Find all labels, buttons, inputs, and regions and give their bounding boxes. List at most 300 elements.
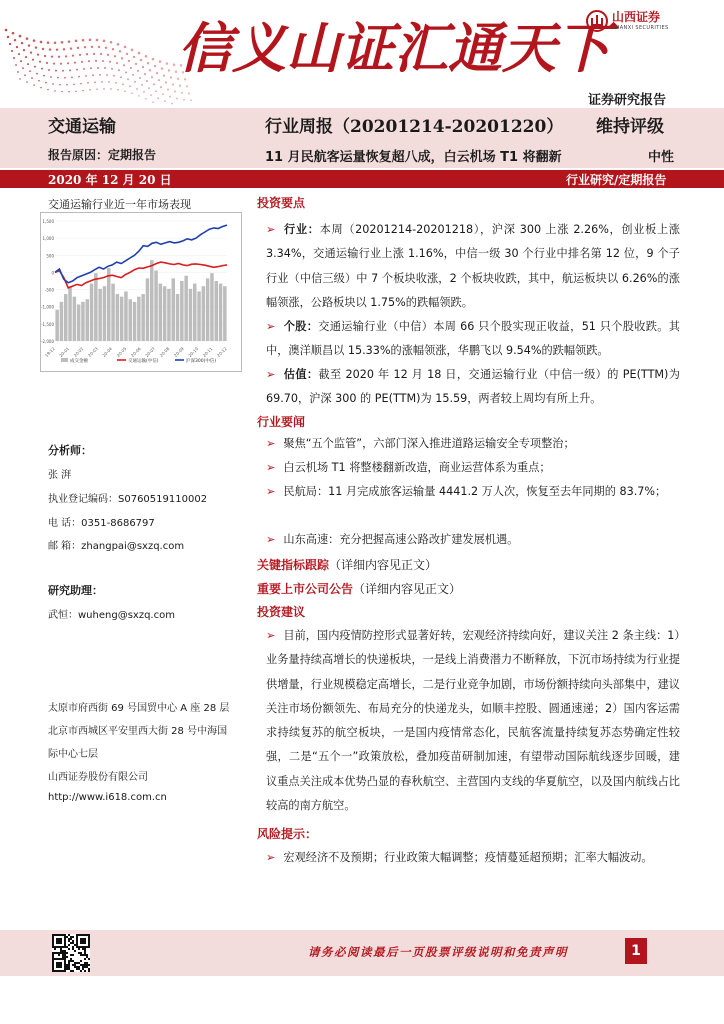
legend-swatch	[61, 358, 68, 362]
logo-mark-icon	[586, 10, 608, 32]
headline: 11 月民航客运量恢复超八成，白云机场 T1 将翻新	[265, 150, 562, 165]
banner-dot	[16, 46, 18, 48]
qr-module	[70, 954, 72, 956]
banner-dot	[114, 55, 116, 57]
qr-module	[64, 954, 66, 956]
qr-module	[52, 956, 54, 958]
qr-module	[84, 970, 86, 972]
banner-dot	[13, 57, 15, 59]
banner-dot	[46, 62, 48, 64]
qr-module	[80, 970, 82, 972]
banner-dot	[183, 99, 185, 101]
volume-bar	[202, 286, 206, 341]
qr-module	[76, 966, 78, 968]
qr-module	[84, 964, 86, 966]
volume-bar	[124, 291, 128, 341]
banner-dot	[82, 39, 85, 42]
banner-dot	[96, 39, 99, 42]
qr-module	[68, 966, 70, 968]
banner-dot	[110, 41, 113, 44]
banner-dot	[158, 79, 160, 81]
volume-bar	[223, 286, 227, 341]
volume-bar	[77, 304, 81, 341]
banner-dot	[51, 56, 53, 58]
banner-dot	[103, 88, 104, 89]
qr-module	[72, 954, 74, 956]
qr-module	[62, 956, 64, 958]
banner-dot	[122, 83, 124, 85]
banner-dot	[145, 55, 148, 58]
banner-dot	[125, 71, 127, 73]
x-tick-label: 20-03	[86, 346, 99, 358]
banner-dot	[31, 77, 33, 79]
logo-text-en: SHANXI SECURITIES	[612, 25, 669, 31]
volume-bar	[81, 302, 85, 341]
qr-module	[74, 962, 76, 964]
banner-dot	[26, 37, 29, 40]
arrow-icon: ➢	[266, 461, 276, 474]
banner-dot	[79, 54, 81, 56]
banner-dot	[131, 93, 132, 94]
banner-dot	[166, 62, 169, 65]
banner-dot	[176, 98, 178, 100]
qr-module	[66, 952, 68, 954]
qr-module	[86, 956, 88, 958]
volume-bar	[107, 268, 111, 341]
company-website[interactable]: http://www.i618.com.cn	[48, 792, 167, 803]
qr-module	[88, 970, 90, 972]
banner-dot	[160, 86, 162, 88]
banner-dot	[169, 96, 171, 98]
arrow-icon: ➢	[266, 851, 276, 864]
volume-bar	[159, 284, 163, 341]
volume-bar	[103, 286, 107, 341]
banner-dot	[89, 89, 90, 90]
banner-dot	[7, 36, 9, 38]
qr-module	[84, 966, 86, 968]
point-valuation	[266, 363, 680, 412]
analyst-license: 执业登记编码：S0760519110002	[48, 494, 208, 505]
volume-bar	[197, 291, 201, 341]
news-text: 白云机场 T1 将整楼翻新改造，商业运营体系为重点；	[283, 461, 551, 474]
banner-dot	[128, 60, 130, 62]
volume-bar	[111, 284, 115, 341]
qr-module	[68, 964, 70, 966]
banner-dot	[54, 90, 55, 91]
banner-dot	[73, 84, 75, 86]
banner-dot	[25, 56, 27, 58]
qr-module	[68, 940, 70, 942]
banner-dot	[23, 49, 25, 51]
banner-dot	[63, 48, 65, 50]
banner-dot	[154, 65, 156, 67]
qr-module	[70, 958, 72, 960]
qr-module	[70, 970, 72, 972]
banner-dot	[132, 74, 134, 76]
news-item	[266, 480, 680, 504]
volume-bar	[55, 310, 59, 341]
banner-dot	[150, 94, 152, 96]
banner-dot	[102, 60, 104, 62]
x-tick-label: 20-06	[129, 346, 142, 358]
page-number: 1	[625, 938, 647, 964]
point-keyword: 个股：	[283, 320, 319, 333]
x-tick-label: 20-10	[187, 346, 200, 358]
news-text: 聚焦“五个监管”，六部门深入推进道路运输安全专项整治；	[283, 437, 575, 450]
banner-dot	[106, 74, 108, 76]
x-tick-label: 20-05	[115, 346, 128, 358]
banner-dot	[175, 71, 177, 73]
banner-dot	[69, 69, 71, 71]
qr-module	[74, 944, 76, 946]
volume-bar	[176, 294, 180, 341]
banner-dot	[49, 48, 51, 50]
banner-dot	[123, 64, 125, 66]
x-tick-label: 19-12	[43, 346, 56, 358]
banner-dot	[14, 39, 16, 41]
banner-dot	[68, 40, 71, 43]
qr-module	[70, 960, 72, 962]
qr-module	[76, 962, 78, 964]
banner-dot	[17, 71, 19, 73]
banner-dot	[37, 53, 39, 55]
qr-module	[72, 970, 74, 972]
banner-dot	[57, 77, 59, 79]
qr-module	[68, 944, 70, 946]
banner-dot	[149, 69, 151, 71]
qr-module	[86, 964, 88, 966]
banner-dot	[98, 46, 100, 48]
industry-name: 交通运输	[48, 117, 116, 137]
qr-module	[58, 954, 60, 956]
banner-dot	[139, 77, 141, 79]
banner-dot	[107, 54, 109, 56]
qr-module	[72, 936, 74, 938]
qr-module	[66, 968, 68, 970]
banner-dot	[61, 91, 62, 92]
analyst-email[interactable]: 邮 箱：zhangpai@sxzq.com	[48, 541, 185, 552]
qr-module	[54, 948, 56, 950]
qr-module	[64, 950, 66, 952]
banner-dot	[89, 39, 92, 42]
section-announcements-title: 重要上市公司公告	[257, 582, 354, 596]
banner-dot	[110, 88, 111, 89]
banner-dot	[18, 53, 20, 55]
banner-dot	[75, 91, 76, 92]
market-chart	[40, 212, 242, 372]
qr-module	[80, 964, 82, 966]
section-key-indicators-title: 关键指标跟踪	[257, 558, 330, 572]
banner-dot	[156, 72, 158, 74]
banner-dot	[190, 99, 192, 101]
qr-module	[88, 968, 90, 970]
qr-module	[54, 952, 56, 954]
banner-dot	[131, 49, 134, 52]
y-tick-label: -1,500	[41, 321, 54, 327]
banner-dot	[59, 84, 61, 86]
section-investment-advice: 投资建议	[257, 605, 306, 619]
x-tick-label: 20-07	[144, 346, 157, 358]
qr-module	[52, 954, 54, 956]
banner-dot	[155, 90, 157, 92]
banner-dot	[55, 70, 57, 72]
qr-module	[62, 952, 64, 954]
banner-dot	[186, 85, 188, 87]
advice-paragraph	[266, 624, 680, 818]
qr-module	[58, 952, 60, 954]
banner-dot	[137, 70, 139, 72]
qr-module	[72, 940, 74, 942]
qr-module	[84, 948, 86, 950]
qr-module	[82, 948, 84, 950]
point-stocks	[266, 315, 680, 364]
arrow-icon: ➢	[266, 629, 276, 642]
qr-module	[60, 952, 62, 954]
banner-dot	[19, 35, 22, 38]
banner-dot	[135, 63, 137, 65]
banner-dot	[82, 90, 83, 91]
assistant-label: 研究助理：	[48, 584, 103, 597]
banner-dot	[19, 78, 20, 79]
banner-dot	[45, 82, 47, 84]
banner-dot	[151, 76, 153, 78]
banner-dot	[85, 75, 87, 77]
news-item	[266, 456, 680, 480]
banner-dot	[152, 58, 155, 61]
news-text: 民航局：11 月完成旅客运输量 4441.2 万人次，恢复至去年同期的 83.7%；	[283, 485, 667, 498]
banner-dot	[75, 40, 78, 43]
volume-bar	[163, 286, 167, 341]
qr-module	[52, 952, 54, 954]
banner-dot	[146, 80, 148, 82]
point-industry	[266, 218, 680, 315]
y-tick-label: -2,000	[41, 339, 54, 344]
address-taiyuan: 太原市府西街 69 号国贸中心 A 座 28 层	[48, 703, 230, 714]
qr-module	[72, 964, 74, 966]
risk-paragraph	[266, 846, 680, 870]
volume-bar	[167, 289, 171, 341]
section-announcements	[257, 580, 461, 597]
banner-dot	[52, 83, 54, 85]
x-tick-label: 20-11	[201, 346, 214, 358]
banner-dot	[134, 81, 136, 83]
x-tick-label: 20-01	[58, 346, 71, 358]
qr-module	[80, 960, 82, 962]
banner-dot	[65, 55, 67, 57]
report-type: 行业周报（20201214-20201220）	[265, 117, 564, 137]
banner-dot	[164, 100, 166, 102]
banner-dot	[41, 68, 43, 70]
banner-dot	[138, 52, 141, 55]
arrow-icon: ➢	[266, 485, 276, 498]
banner-dot	[56, 49, 58, 51]
slogan: 信义山证汇通天下	[178, 16, 610, 80]
arrow-icon: ➢	[266, 223, 276, 236]
banner-dot	[163, 74, 165, 76]
banner-dot	[121, 57, 123, 59]
banner-dot	[148, 87, 150, 89]
qr-module	[62, 950, 64, 952]
disclaimer: 请务必阅读最后一页股票评级说明和免责声明	[308, 945, 568, 959]
banner-dot	[162, 93, 164, 95]
banner-dot	[179, 85, 181, 87]
qr-module	[70, 936, 72, 938]
qr-module	[86, 962, 88, 964]
header-banner	[0, 0, 724, 108]
volume-bar	[116, 294, 120, 341]
banner-dot	[167, 89, 169, 91]
rating-label: 维持评级	[596, 117, 664, 137]
banner-dot	[38, 80, 40, 82]
qr-module	[74, 950, 76, 952]
banner-dot	[152, 101, 153, 102]
report-category: 行业研究/定期报告	[566, 173, 667, 187]
qr-module	[68, 968, 70, 970]
analyst-phone: 电 话：0351-8686797	[48, 518, 155, 529]
market-chart-svg	[41, 213, 241, 371]
volume-bar	[150, 260, 154, 341]
banner-dot	[159, 60, 162, 63]
section-note: （详细内容见正文）	[353, 582, 462, 596]
qr-module	[84, 958, 86, 960]
assistant-contact[interactable]: 武恒：wuheng@sxzq.com	[48, 610, 175, 621]
banner-dot	[115, 82, 117, 84]
y-tick-label: 500	[46, 253, 54, 259]
report-reason: 报告原因：定期报告	[48, 148, 157, 162]
banner-dot	[101, 81, 103, 83]
volume-bar	[64, 294, 68, 341]
arrow-icon: ➢	[266, 320, 276, 333]
banner-dot	[108, 81, 110, 83]
banner-dot	[96, 88, 97, 89]
banner-dot	[29, 70, 31, 72]
risk-text: 宏观经济不及预期；行业政策大幅调整；疫情蔓延超预期；汇率大幅波动。	[283, 851, 653, 864]
volume-bar	[206, 278, 210, 341]
x-tick-label: 20-02	[72, 346, 85, 358]
series-line	[55, 262, 227, 288]
banner-dot	[88, 60, 90, 62]
qr-finder-center	[56, 962, 62, 968]
section-investment-points: 投资要点	[257, 196, 306, 210]
point-text: 本周（20201214-20201218），沪深 300 上涨 2.26%，创业板上涨 3.34%，交通运输行业上涨 1.16%，中信一级 30 个行业中排名第 12 位，9 个子行业（中信三级）中 7 个板块收涨，2 个板块收跌，其中，航运板块以 6.26%的涨幅领涨，公路板块以 1.75%的跌幅领跌。	[266, 223, 680, 309]
banner-dot	[40, 41, 43, 44]
banner-dot	[33, 39, 36, 42]
volume-bar	[90, 284, 94, 341]
banner-dot	[61, 41, 64, 44]
y-tick-label: -1,000	[41, 304, 54, 310]
banner-dot	[24, 74, 26, 76]
banner-dot	[87, 82, 89, 84]
qr-module	[68, 948, 70, 950]
address-beijing-cont: 际中心七层	[48, 749, 98, 760]
qr-module	[64, 956, 66, 958]
banner-dot	[143, 91, 145, 93]
qr-module	[78, 968, 80, 970]
banner-dot	[141, 84, 143, 86]
banner-dot	[105, 47, 107, 49]
banner-dot	[60, 63, 62, 65]
banner-dot	[168, 69, 170, 71]
banner-dot	[119, 50, 121, 52]
banner-dot	[44, 55, 46, 57]
banner-dot	[78, 76, 80, 78]
banner-dot	[26, 81, 27, 82]
qr-module	[56, 952, 58, 954]
banner-dot	[71, 76, 73, 78]
qr-module	[78, 966, 80, 968]
x-tick-label: 20-12	[215, 346, 228, 358]
banner-dot	[21, 42, 23, 44]
logo-text: 山西证券	[612, 10, 661, 24]
banner-dot	[83, 68, 85, 70]
banner-dot	[171, 103, 173, 105]
qr-module	[88, 964, 90, 966]
volume-bar	[210, 273, 214, 341]
banner-dot	[165, 82, 167, 84]
banner-dot	[34, 66, 36, 68]
qr-module	[60, 950, 62, 952]
banner-dot	[36, 73, 38, 75]
qr-module	[80, 954, 82, 956]
qr-finder-center	[80, 938, 86, 944]
volume-bar	[141, 294, 145, 341]
banner-dot	[77, 47, 79, 49]
qr-module	[82, 964, 84, 966]
qr-module	[72, 946, 74, 948]
banner-dot	[39, 61, 41, 63]
y-tick-label: 1,500	[42, 219, 54, 224]
x-tick-label: 20-04	[101, 346, 114, 358]
banner-dot	[140, 59, 142, 61]
banner-dot	[58, 56, 60, 58]
banner-dot	[174, 91, 176, 93]
news-text: 山东高速：充分把握高速公路改扩建发展机遇。	[283, 533, 519, 546]
banner-dot	[117, 89, 118, 90]
volume-bar	[146, 278, 150, 341]
volume-bar	[133, 302, 137, 341]
banner-dot	[126, 53, 128, 55]
qr-module	[78, 962, 80, 964]
banner-dot	[181, 92, 183, 94]
qr-module	[62, 954, 64, 956]
qr-module	[82, 968, 84, 970]
qr-module	[64, 952, 66, 954]
banner-dot	[133, 56, 135, 58]
banner-dot	[109, 61, 111, 63]
banner-dot	[113, 75, 115, 77]
qr-module	[78, 952, 80, 954]
qr-module	[86, 954, 88, 956]
volume-bar	[137, 297, 141, 341]
banner-dot	[53, 63, 55, 65]
banner-dot	[32, 59, 34, 61]
banner-dot	[67, 62, 69, 64]
qr-code[interactable]	[52, 934, 90, 972]
volume-bar	[215, 281, 219, 341]
rating-value: 中性	[648, 150, 675, 165]
banner-dot	[103, 40, 106, 43]
qr-module	[82, 966, 84, 968]
banner-dot	[136, 88, 138, 90]
qr-module	[78, 948, 80, 950]
volume-bar	[193, 284, 197, 341]
banner-dot	[9, 43, 11, 45]
banner-dot	[117, 43, 120, 46]
banner-dot	[90, 67, 92, 69]
banner-dot	[80, 83, 82, 85]
banner-dot	[62, 70, 64, 72]
banner-dot	[48, 69, 50, 71]
